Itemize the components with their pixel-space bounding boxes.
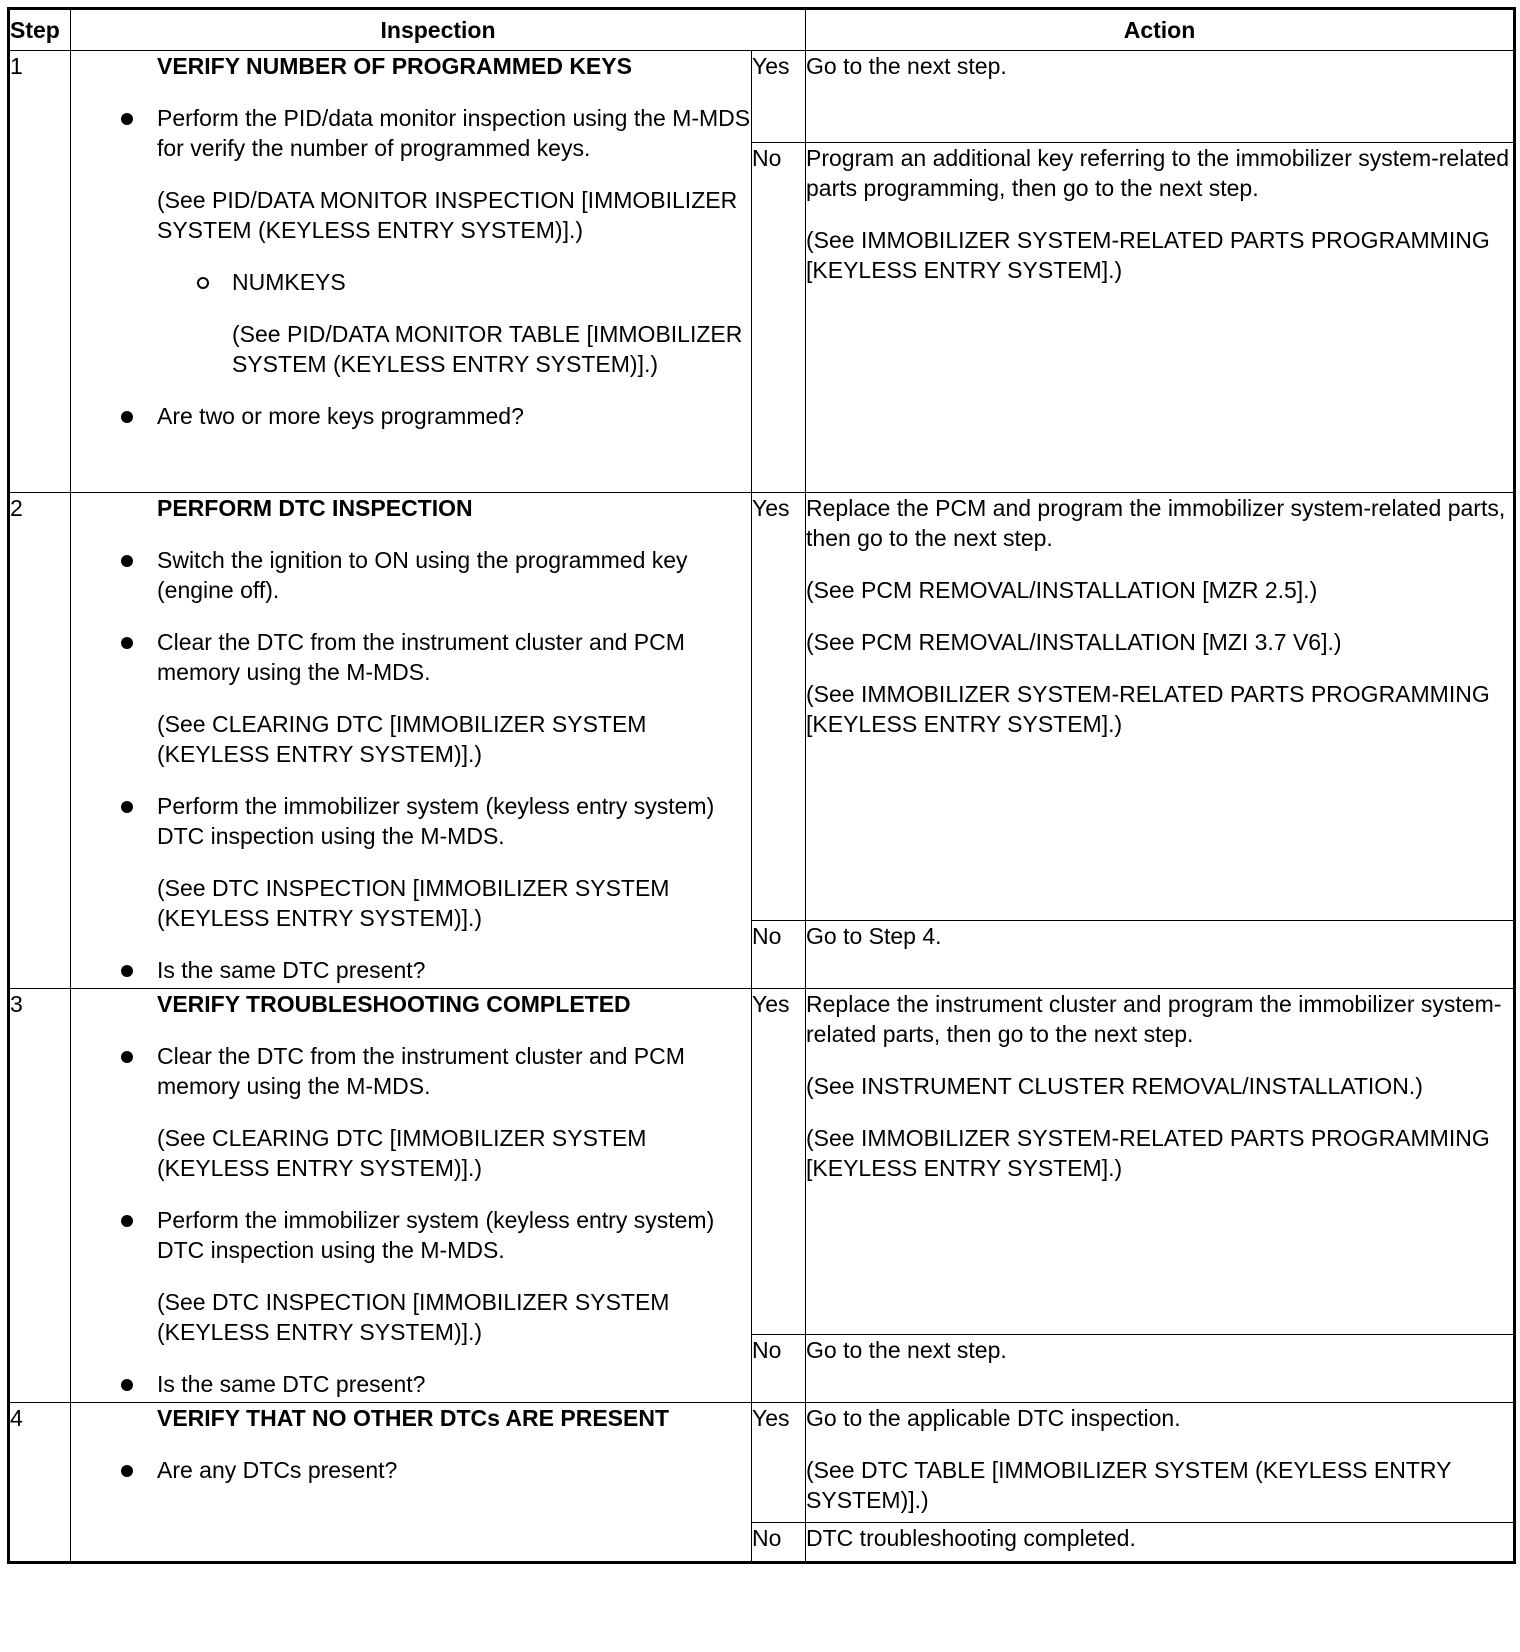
bullet-item: Clear the DTC from the instrument cluster and PCM memory using the M-MDS.	[71, 627, 751, 687]
action-no-cell	[806, 921, 1515, 989]
table-row	[9, 989, 1515, 1335]
action-text: Program an additional key referring to the immobilizer system-related parts programming, then go to the next step.	[806, 145, 1510, 201]
no-label: No	[752, 143, 806, 493]
table-header-row	[9, 9, 1515, 51]
step-title: VERIFY THAT NO OTHER DTCs ARE PRESENT	[157, 1405, 670, 1431]
table-row	[9, 493, 1515, 921]
reference-text: (See PID/DATA MONITOR INSPECTION [IMMOBILIZER SYSTEM (KEYLESS ENTRY SYSTEM)].)	[157, 187, 738, 243]
bullet-item: Perform the immobilizer system (keyless entry system) DTC inspection using the M-MDS.	[71, 1205, 751, 1265]
bullet-item: Clear the DTC from the instrument cluster and PCM memory using the M-MDS.	[71, 1041, 751, 1101]
action-text: (See IMMOBILIZER SYSTEM-RELATED PARTS PROGRAMMING [KEYLESS ENTRY SYSTEM].)	[806, 1125, 1490, 1181]
action-text: (See DTC TABLE [IMMOBILIZER SYSTEM (KEYLESS ENTRY SYSTEM)].)	[806, 1457, 1452, 1513]
action-text: Go to the next step.	[806, 1337, 1007, 1363]
table-row	[9, 51, 1515, 143]
bullet-item: Is the same DTC present?	[71, 955, 751, 985]
action-text: (See IMMOBILIZER SYSTEM-RELATED PARTS PROGRAMMING [KEYLESS ENTRY SYSTEM].)	[806, 681, 1490, 737]
action-no-cell	[806, 143, 1515, 493]
action-no-cell	[806, 1523, 1515, 1563]
yes-label: Yes	[752, 493, 806, 921]
action-text: (See PCM REMOVAL/INSTALLATION [MZI 3.7 V6].)	[806, 629, 1342, 655]
reference-text: (See CLEARING DTC [IMMOBILIZER SYSTEM (KEYLESS ENTRY SYSTEM)].)	[157, 711, 647, 767]
document-page	[7, 7, 1516, 1564]
action-text: (See INSTRUMENT CLUSTER REMOVAL/INSTALLATION.)	[806, 1073, 1423, 1099]
reference-text: (See CLEARING DTC [IMMOBILIZER SYSTEM (KEYLESS ENTRY SYSTEM)].)	[157, 1125, 647, 1181]
action-text: (See PCM REMOVAL/INSTALLATION [MZR 2.5].)	[806, 577, 1318, 603]
action-text: Replace the PCM and program the immobilizer system-related parts, then go to the next step.	[806, 495, 1506, 551]
step-number: 1	[9, 51, 71, 493]
header-step: Step	[9, 9, 71, 51]
no-label: No	[752, 921, 806, 989]
action-text: (See IMMOBILIZER SYSTEM-RELATED PARTS PROGRAMMING [KEYLESS ENTRY SYSTEM].)	[806, 227, 1490, 283]
inspection-cell	[71, 1403, 752, 1563]
action-yes-cell	[806, 989, 1515, 1335]
step-number: 3	[9, 989, 71, 1403]
bullet-item: Perform the immobilizer system (keyless entry system) DTC inspection using the M-MDS.	[71, 791, 751, 851]
reference-text: (See PID/DATA MONITOR TABLE [IMMOBILIZER SYSTEM (KEYLESS ENTRY SYSTEM)].)	[232, 321, 743, 377]
no-label: No	[752, 1335, 806, 1403]
sub-bullet-item: NUMKEYS	[71, 267, 751, 297]
no-label: No	[752, 1523, 806, 1563]
bullet-item: Is the same DTC present?	[71, 1369, 751, 1399]
action-yes-cell	[806, 1403, 1515, 1523]
troubleshooting-table	[7, 7, 1516, 1564]
action-no-cell	[806, 1335, 1515, 1403]
bullet-item: Are any DTCs present?	[71, 1455, 751, 1485]
reference-text: (See DTC INSPECTION [IMMOBILIZER SYSTEM (KEYLESS ENTRY SYSTEM)].)	[157, 1289, 670, 1345]
header-action: Action	[806, 9, 1515, 51]
table-row	[9, 1403, 1515, 1523]
action-text: Replace the instrument cluster and program the immobilizer system-related parts, then go to the next step.	[806, 991, 1502, 1047]
inspection-cell	[71, 51, 752, 493]
yes-label: Yes	[752, 989, 806, 1335]
header-inspection: Inspection	[71, 9, 806, 51]
bullet-item: Are two or more keys programmed?	[71, 401, 751, 431]
inspection-cell	[71, 493, 752, 989]
step-title: VERIFY NUMBER OF PROGRAMMED KEYS	[157, 53, 632, 79]
action-text: Go to Step 4.	[806, 923, 942, 949]
yes-label: Yes	[752, 1403, 806, 1523]
bullet-item: Perform the PID/data monitor inspection using the M-MDS for verify the number of programmed keys.	[71, 103, 751, 163]
action-text: Go to the applicable DTC inspection.	[806, 1405, 1181, 1431]
action-text: DTC troubleshooting completed.	[806, 1525, 1136, 1551]
step-title: VERIFY TROUBLESHOOTING COMPLETED	[157, 991, 631, 1017]
yes-label: Yes	[752, 51, 806, 143]
bullet-item: Switch the ignition to ON using the programmed key (engine off).	[71, 545, 751, 605]
action-yes-cell	[806, 493, 1515, 921]
step-number: 2	[9, 493, 71, 989]
step-number: 4	[9, 1403, 71, 1563]
table-body	[9, 51, 1515, 1563]
reference-text: (See DTC INSPECTION [IMMOBILIZER SYSTEM (KEYLESS ENTRY SYSTEM)].)	[157, 875, 670, 931]
action-text: Go to the next step.	[806, 53, 1007, 79]
action-yes-cell	[806, 51, 1515, 143]
inspection-cell	[71, 989, 752, 1403]
step-title: PERFORM DTC INSPECTION	[157, 495, 473, 521]
